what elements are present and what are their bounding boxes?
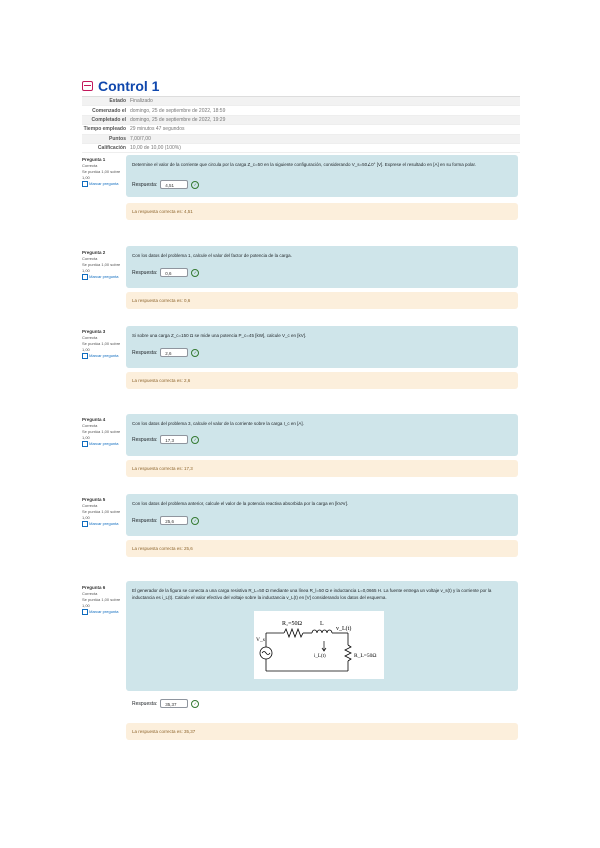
answer-input[interactable]: 4,51 <box>160 180 188 189</box>
answer-label: Respuesta: <box>132 349 158 356</box>
answer-row <box>132 180 199 189</box>
question-score: Se puntúa 1,00 sobre 1,00 <box>82 169 121 180</box>
question-status: Correcta <box>82 503 98 508</box>
summary-value: Finalizado <box>130 98 153 105</box>
summary-row <box>82 144 520 153</box>
flag-question-label: Marcar pregunta <box>89 441 119 447</box>
question-text: Determine el valor de la corriente que circula por la carga Z_c=50 en la siguiente configuración, considerando V_s=50∠0° [V]. Exprese el resultado en [A] en su forma polar. <box>132 162 477 167</box>
flag-question-link[interactable] <box>82 181 122 187</box>
rl-label: R_L=50Ω <box>354 653 377 659</box>
question-number: Pregunta 1 <box>82 157 106 162</box>
question-info <box>82 417 122 447</box>
flag-question-label: Marcar pregunta <box>89 609 119 615</box>
feedback-box: La respuesta correcta es: 17,3 <box>126 460 518 477</box>
question-info <box>82 497 122 527</box>
question-score: Se puntúa 1,00 sobre 1,00 <box>82 262 121 273</box>
flag-icon <box>82 353 88 359</box>
summary-label: Calificación <box>97 145 126 152</box>
answer-row <box>132 699 199 708</box>
quiz-title-text: Control 1 <box>98 78 160 94</box>
summary-label: Puntos <box>109 135 126 142</box>
r1-label: R₁=50Ω <box>282 621 302 627</box>
question-status: Correcta <box>82 591 98 596</box>
flag-question-label: Marcar pregunta <box>89 353 119 359</box>
flag-icon <box>82 274 88 280</box>
answer-label: Respuesta: <box>132 436 158 443</box>
inductor-symbol <box>312 630 332 633</box>
question-text: El generador de la figura se conecta a una carga resistiva R_L=50 Ω mediante una línea R_l=50 Ω e inductancia L=0,0665 H. La fuente entrega un voltaje v_s(t) y la corriente por la inductancia es i_L(t). Calcule el valor efectivo del voltaje sobre la inductancia v_L(t) en [V] considerando los datos del esquema. <box>132 588 492 600</box>
question-box <box>126 326 518 368</box>
question-info <box>82 157 122 187</box>
quiz-icon <box>82 81 93 91</box>
answer-row <box>132 516 199 525</box>
summary-row <box>82 97 520 106</box>
feedback-box: La respuesta correcta es: 0,6 <box>126 292 518 309</box>
flag-question-label: Marcar pregunta <box>89 521 119 527</box>
question-info <box>82 250 122 280</box>
correct-check-icon: ✓ <box>191 700 199 708</box>
flag-question-label: Marcar pregunta <box>89 274 119 280</box>
summary-label: Estado <box>109 98 126 105</box>
question-number: Pregunta 3 <box>82 329 106 334</box>
correct-check-icon: ✓ <box>191 269 199 277</box>
question-text: Con los datos del problema 3, calcule el valor de la corriente sobre la carga I_c en [A]. <box>132 421 304 426</box>
answer-label: Respuesta: <box>132 269 158 276</box>
summary-row <box>82 135 520 144</box>
flag-question-link[interactable] <box>82 521 122 527</box>
summary-row <box>82 125 520 134</box>
attempt-summary-table <box>82 96 520 153</box>
flag-icon <box>82 521 88 527</box>
answer-input[interactable]: 0,6 <box>160 268 188 277</box>
feedback-box: La respuesta correcta es: 4,51 <box>126 203 518 220</box>
question-number: Pregunta 2 <box>82 250 106 255</box>
correct-check-icon: ✓ <box>191 181 199 189</box>
flag-question-label: Marcar pregunta <box>89 181 119 187</box>
correct-check-icon: ✓ <box>191 517 199 525</box>
feedback-box: La respuesta correcta es: 25,6 <box>126 540 518 557</box>
summary-label: Comenzado el <box>92 107 126 114</box>
resistor-rl-symbol <box>345 645 351 661</box>
question-number: Pregunta 6 <box>82 585 106 590</box>
feedback-box: La respuesta correcta es: 2,6 <box>126 372 518 389</box>
flag-icon <box>82 609 88 615</box>
question-number: Pregunta 5 <box>82 497 106 502</box>
flag-icon <box>82 181 88 187</box>
il-label: i_L(t) <box>314 654 326 659</box>
flag-icon <box>82 441 88 447</box>
answer-input[interactable]: 25,6 <box>160 516 188 525</box>
question-status: Correcta <box>82 163 98 168</box>
answer-label: Respuesta: <box>132 517 158 524</box>
flag-question-link[interactable] <box>82 441 122 447</box>
answer-input[interactable]: 2,6 <box>160 348 188 357</box>
question-score: Se puntúa 1,00 sobre 1,00 <box>82 509 121 520</box>
summary-value: 10,00 de 10,00 (100%) <box>130 145 181 152</box>
question-box <box>126 581 518 707</box>
correct-check-icon: ✓ <box>191 436 199 444</box>
question-box <box>126 414 518 456</box>
correct-check-icon: ✓ <box>191 349 199 357</box>
summary-row <box>82 106 520 115</box>
question-box <box>126 155 518 197</box>
flag-question-link[interactable] <box>82 353 122 359</box>
question-status: Correcta <box>82 256 98 261</box>
answer-row <box>132 268 199 277</box>
quiz-title <box>82 78 159 94</box>
summary-value: 7,00/7,00 <box>130 135 151 142</box>
question-score: Se puntúa 1,00 sobre 1,00 <box>82 341 121 352</box>
answer-input[interactable]: 35,37 <box>160 699 188 708</box>
question-score: Se puntúa 1,00 sobre 1,00 <box>82 597 121 608</box>
answer-label: Respuesta: <box>132 181 158 188</box>
question-box <box>126 246 518 288</box>
sine-wave-icon <box>262 652 270 655</box>
answer-row <box>132 435 199 444</box>
summary-value: domingo, 25 de septiembre de 2022, 19:29 <box>130 116 226 123</box>
question-status: Correcta <box>82 335 98 340</box>
summary-label: Completado el <box>91 116 126 123</box>
flag-question-link[interactable] <box>82 274 122 280</box>
question-box <box>126 494 518 536</box>
summary-label: Tiempo empleado <box>83 126 126 133</box>
question-text: Con los datos del problema anterior, calcule el valor de la potencia reactiva absorbida por la carga en [kVAr]. <box>132 501 349 506</box>
question-status: Correcta <box>82 423 98 428</box>
question-info <box>82 585 122 615</box>
question-info <box>82 329 122 359</box>
resistor-r1-symbol <box>284 629 303 637</box>
answer-input[interactable]: 17,3 <box>160 435 188 444</box>
vs-label: V_s <box>256 637 265 643</box>
flag-question-link[interactable] <box>82 609 122 615</box>
summary-value: 29 minutos 47 segundos <box>130 126 185 133</box>
vl-label: v_L(t) <box>336 626 352 632</box>
circuit-diagram <box>254 611 384 679</box>
question-text: Si sobre una carga Z_c=150 Ω se mide una potencia P_c=45 [kW], calcule V_c en [kV]. <box>132 333 307 338</box>
inductor-label: L <box>320 621 324 627</box>
question-text: Con los datos del problema 1, calcule el valor del factor de potencia de la carga. <box>132 253 292 258</box>
summary-value: domingo, 25 de septiembre de 2022, 18:59 <box>130 107 226 114</box>
answer-row <box>132 348 199 357</box>
feedback-box: La respuesta correcta es: 35,37 <box>126 723 518 740</box>
question-number: Pregunta 4 <box>82 417 106 422</box>
summary-row <box>82 116 520 125</box>
answer-label: Respuesta: <box>132 700 158 707</box>
question-score: Se puntúa 1,00 sobre 1,00 <box>82 429 121 440</box>
